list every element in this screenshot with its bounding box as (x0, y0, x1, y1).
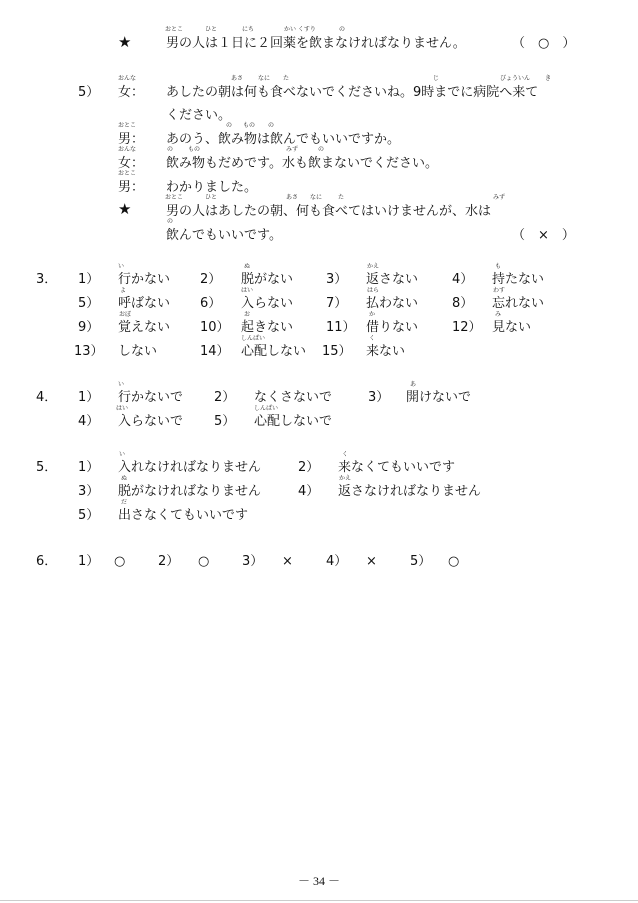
furigana: みず (493, 194, 506, 201)
speaker-label: 女： (118, 156, 145, 171)
dialogue-line: 飲み物もだめです。水も飲まないでください。 (166, 156, 438, 171)
furigana: はい (116, 405, 129, 412)
furigana: も (495, 263, 502, 270)
item-number: 3） (78, 484, 100, 499)
section-number: 6． (36, 554, 58, 569)
item-number: 12） (452, 320, 482, 335)
summary-statement: 男の人は１日に２回薬を飲まなければなりません。 (166, 36, 466, 51)
item-number: 4） (78, 414, 100, 429)
furigana: み (495, 311, 502, 318)
item-number: 5） (78, 508, 100, 523)
answer-text: 心配しないで (254, 414, 333, 429)
speaker-label: 男： (118, 132, 145, 147)
item-number: 14） (200, 344, 230, 359)
furigana: き (545, 75, 552, 82)
item-number: 4） (452, 272, 474, 287)
item-number: 3） (368, 390, 390, 405)
furigana: ひと (205, 26, 218, 33)
furigana: ぬ (244, 263, 251, 270)
summary-statement: 飲んでもいいです。 (166, 228, 282, 243)
answer-text: 返さなければなりません (338, 484, 482, 499)
furigana: の (268, 122, 275, 129)
furigana: ひと (205, 194, 218, 201)
furigana: おんな (118, 75, 137, 82)
answer-text: 開けないで (406, 390, 472, 405)
answer-text: 忘れない (492, 296, 545, 311)
item-number: 2） (298, 460, 320, 475)
item-number: 4） (298, 484, 320, 499)
answer-text: 覚えない (118, 320, 171, 335)
answer-mark: ○ (448, 554, 460, 569)
answer-text: 行かない (118, 272, 171, 287)
answer-mark: （ ○ ） (512, 36, 576, 51)
furigana: かえ (339, 475, 352, 482)
item-number: 5） (410, 554, 432, 569)
furigana: もの (243, 122, 256, 129)
furigana: た (283, 75, 290, 82)
section-number: 4． (36, 390, 58, 405)
furigana: みず (286, 146, 299, 153)
star-marker: ★ (118, 200, 132, 218)
summary-statement: 男の人はあしたの朝、何も食べてはいけませんが、水は (166, 204, 492, 219)
furigana: だ (121, 499, 128, 506)
item-number: 4） (326, 554, 348, 569)
furigana: はい (241, 287, 254, 294)
item-number: 9） (78, 320, 100, 335)
answer-text: なくさないで (254, 390, 333, 405)
furigana: おとこ (165, 194, 184, 201)
answer-text: 出さなくてもいいです (118, 508, 249, 523)
answer-text: 借りない (366, 320, 419, 335)
furigana: わす (493, 287, 506, 294)
furigana: く (342, 451, 349, 458)
item-number: 1） (78, 272, 100, 287)
furigana: あさ (231, 75, 244, 82)
answer-text: 見ない (492, 320, 532, 335)
furigana: た (338, 194, 345, 201)
furigana: なに (258, 75, 271, 82)
item-number: 10） (200, 320, 230, 335)
dialogue-line: あのう、飲み物は飲んでもいいですか。 (166, 132, 401, 147)
answer-mark: × (366, 554, 377, 569)
speaker-label: 男： (118, 180, 145, 195)
furigana: しんぱい (254, 405, 279, 412)
answer-text: 脱がなければなりません (118, 484, 262, 499)
furigana: おぼ (119, 311, 132, 318)
item-number: 2） (200, 272, 222, 287)
page-edge-divider (0, 900, 638, 901)
item-number: 6） (200, 296, 222, 311)
item-number: 1） (78, 460, 100, 475)
furigana: あ (410, 381, 417, 388)
item-number: 2） (158, 554, 180, 569)
furigana: よ (120, 287, 127, 294)
furigana: じ (433, 75, 440, 82)
furigana: あさ (286, 194, 299, 201)
page-number: － 34 － (297, 874, 340, 888)
answer-mark: （ × ） (512, 228, 575, 243)
dialogue-line: あしたの朝は何も食べないでくださいね。9時までに病院へ来て (166, 85, 539, 100)
answer-mark: ○ (114, 554, 126, 569)
answer-text: 呼ばない (118, 296, 171, 311)
furigana: おとこ (165, 26, 184, 33)
furigana: かい くすり (284, 26, 316, 33)
item-number: 5） (214, 414, 236, 429)
answer-text: 行かないで (118, 390, 184, 405)
furigana: の (167, 146, 174, 153)
dialogue-line: わかりました。 (166, 180, 258, 195)
item-number: 5） (78, 296, 100, 311)
item-number: 8） (452, 296, 474, 311)
answer-text: 入らないで (118, 414, 184, 429)
furigana: の (318, 146, 325, 153)
furigana: お (244, 311, 251, 318)
furigana: か (369, 311, 376, 318)
item-number: 2） (214, 390, 236, 405)
furigana: の (167, 218, 174, 225)
answer-text: 持たない (492, 272, 545, 287)
furigana: おとこ (118, 122, 137, 129)
answer-text: 起きない (241, 320, 294, 335)
answer-text: 返さない (366, 272, 419, 287)
item-number: 5） (78, 85, 100, 100)
furigana: ぬ (121, 475, 128, 482)
answer-text: 脱がない (241, 272, 294, 287)
furigana: かえ (367, 263, 380, 270)
furigana: の (226, 122, 233, 129)
furigana: い (119, 451, 126, 458)
furigana: の (339, 26, 346, 33)
furigana: はら (367, 287, 380, 294)
speaker-label: 女： (118, 85, 145, 100)
item-number: 7） (326, 296, 348, 311)
answer-text: 入れなければなりません (118, 460, 262, 475)
furigana: おとこ (118, 170, 137, 177)
furigana: なに (310, 194, 323, 201)
dialogue-line: ください。 (166, 108, 232, 123)
furigana: おんな (118, 146, 137, 153)
section-number: 5． (36, 460, 58, 475)
item-number: 3） (326, 272, 348, 287)
section-number: 3． (36, 272, 58, 287)
item-number: 3） (242, 554, 264, 569)
item-number: 1） (78, 554, 100, 569)
furigana: びょういん (500, 75, 531, 82)
answer-text: しない (118, 344, 158, 359)
answer-text: 心配しない (241, 344, 307, 359)
answer-mark: × (282, 554, 293, 569)
answer-mark: ○ (198, 554, 210, 569)
item-number: 1） (78, 390, 100, 405)
furigana: しんぱい (241, 335, 266, 342)
answer-text: 入らない (241, 296, 294, 311)
answer-text: 来なくてもいいです (338, 460, 456, 475)
item-number: 15） (322, 344, 352, 359)
star-marker: ★ (118, 33, 132, 51)
item-number: 13） (74, 344, 104, 359)
item-number: 11） (326, 320, 356, 335)
furigana: く (369, 335, 376, 342)
answer-text: 来ない (366, 344, 406, 359)
furigana: にち (242, 26, 255, 33)
furigana: い (118, 381, 125, 388)
furigana: い (118, 263, 125, 270)
furigana: もの (188, 146, 201, 153)
answer-text: 払わない (366, 296, 419, 311)
